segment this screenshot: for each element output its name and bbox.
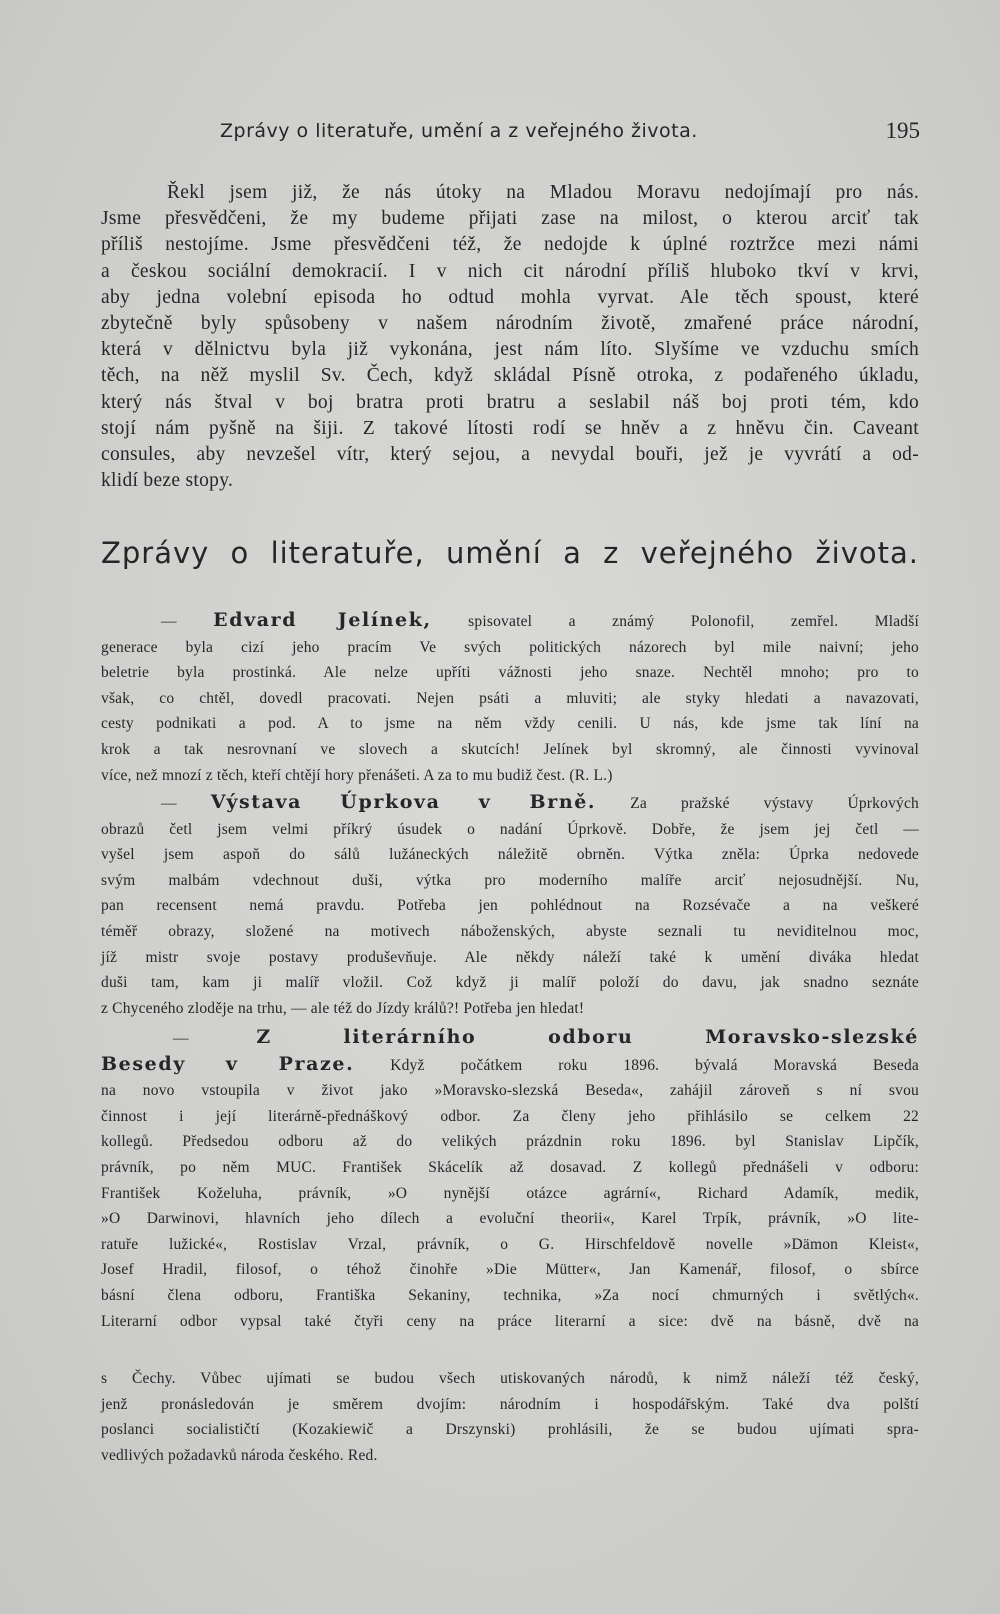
text-line: ratuře lužické«, Rostislav Vrzal, právník, o G. Hirschfeldově novelle »Dämon Kleist«, <box>101 1235 919 1253</box>
text-line: zbytečně byly spůsobeny v našem národním životě, zmařené práce národní, <box>101 313 919 335</box>
text-line: consules, aby nevzešel vítr, který sejou, a nevydal bouři, jež je vyvrátí a od- <box>101 444 919 466</box>
text-line: poslanci socialističtí (Kozakiewič a Drszynski) prohlásili, že se budou ujímati spra- <box>101 1421 919 1439</box>
news-headline: Edvard Jelínek, <box>213 609 432 631</box>
text-line: František Koželuha, právník, »O nynější otázce agrární«, Richard Adamík, medik, <box>101 1184 919 1202</box>
text-line: krok a tak nesrovnaní ve slovech a skutcích! Jelínek byl skromný, ale činnosti vyvinoval <box>101 740 919 758</box>
text-fragment: spisovatel a známý Polonofil, zemřel. Mladší <box>468 613 919 630</box>
text-line: vedlivých požadavků národa českého. Red. <box>101 1446 378 1464</box>
text-line: klidí beze stopy. <box>101 470 234 492</box>
text-line: Literarní odbor vypsal také čtyři ceny na práce literarní a sice: dvě na básně, dvě na <box>101 1312 919 1330</box>
text-line: jenž pronásledován je směrem dvojím: národním i hospodářským. Také dva polští <box>101 1395 919 1413</box>
text-line: básní člena odboru, Františka Sekaniny, technika, »Za nocí chmurných i světlých«. <box>101 1286 919 1304</box>
text-line: která v dělnictvu byla již vykonána, jest nám líto. Slyšíme ve vzduchu smích <box>101 339 919 361</box>
news-item-literary-section <box>101 1025 919 1334</box>
text-line: však, co chtěl, dovedl pracovati. Nejen psáti a mluviti; ale styky hledati a navazovati, <box>101 689 919 707</box>
text-fragment: Když počátkem roku 1896. bývalá Moravská Beseda <box>390 1056 919 1074</box>
text-line: svým malbám vdechnout duši, výtka pro moderního malíře arciť nejosudnější. Nu, <box>101 871 919 889</box>
text-line: — Výstava Úprkova v Brně. Za pražské výstavy Úprkových <box>161 791 920 813</box>
text-line: »O Darwinovi, hlavních jeho dílech a evoluční theorii«, Karel Trpík, právník, »O lite- <box>101 1210 919 1228</box>
news-item-jelinek <box>101 608 919 788</box>
text-line: — Edvard Jelínek, spisovatel a známý Polonofil, zemřel. Mladší <box>161 609 919 631</box>
footnote <box>101 1366 919 1468</box>
text-line: beletrie byla prostinká. Ale nelze upříti vážnosti jeho snaze. Nechtěl mnoho; pro to <box>101 664 919 682</box>
running-title: Zprávy o literatuře, umění a z veřejného života. <box>220 120 698 142</box>
text-line: aby jedna volební episoda ho odtud mohla vyrvat. Ale těch spoust, které <box>101 286 919 308</box>
text-line: činnost i její literárně-přednáškový odbor. Za členy jeho přihlásilo se celkem 22 <box>101 1107 919 1125</box>
running-head <box>100 118 920 148</box>
text-line: cesty podnikati a pod. A to jsme na něm vždy cenili. U nás, kde jsme tak líní na <box>101 715 919 733</box>
text-line: generace byla cizí jeho pracím Ve svých politických názorech byl mile naivní; jeho <box>101 638 919 656</box>
news-headline-continued: Besedy v Praze. <box>101 1052 355 1075</box>
section-heading: Zprávy o literatuře, umění a z veřejného života. <box>101 536 919 570</box>
news-headline: Výstava Úprkova v Brně. <box>210 791 597 813</box>
text-line: více, než mnozí z těch, kteří chtějí hory přenášeti. A za to mu budiž čest. (R. L.) <box>101 766 613 784</box>
news-item-uprka <box>101 790 919 1021</box>
text-line: Řekl jsem již, že nás útoky na Mladou Moravu nedojímají pro nás. <box>167 182 919 203</box>
text-line: na novo vstoupila v život jako »Moravsko-slezská Beseda«, zahájil zároveň s ní svou <box>101 1082 919 1100</box>
news-headline: Z literárního odboru Moravsko-slezské <box>256 1026 919 1048</box>
text-line: Josef Hradil, filosof, o téhož činohře »Die Mütter«, Jan Kamenář, filosof, o sbírce <box>101 1261 919 1279</box>
text-line: obrazů četl jsem velmi příkrý úsudek o nadání Úprkově. Dobře, že jsem jej četl — <box>101 820 919 838</box>
text-line <box>101 1052 919 1079</box>
text-line: s Čechy. Vůbec ujímati se budou všech utiskovaných národů, k nimž náleží též český, <box>101 1370 919 1387</box>
text-line: vyšel jsem aspoň do sálů lužáneckých náležitě obrněn. Výtka zněla: Úprka nedovede <box>101 846 919 864</box>
text-line: kollegů. Předsedou odboru až do velikých prázdnin roku 1896. byl Stanislav Lipčík, <box>101 1133 919 1151</box>
text-line: právník, po něm MUC. František Skácelík až dosavad. Z kollegů přednášeli v odboru: <box>101 1158 919 1176</box>
text-line: pan recensent nemá pravdu. Potřeba jen pohlédnout na Rozsévače a na veškeré <box>101 897 919 915</box>
text-line: jíž mistr svoje postavy produševňuje. Ale někdy náleží také k umění diváka hledat <box>101 948 919 966</box>
text-line: téměř obrazy, složené na motivech náboženských, abyste seznali tu neviditelnou moc, <box>101 922 919 940</box>
text-line: a českou sociální demokracií. I v nich cit národní příliš hluboko tkví v krvi, <box>101 260 919 282</box>
text-line: z Chyceného zloděje na trhu, — ale též do Jízdy králů?! Potřeba jen hledat! <box>101 999 585 1017</box>
text-line: který nás štval v boj bratra proti bratru a seslabil náš boj proti tém, kdo <box>101 391 919 413</box>
text-line: stojí nám pyšně na šiji. Z takové lítosti rodí se hněv a z hněvu čin. Caveant <box>101 417 919 439</box>
text-line: duši tam, kam ji malíř vložil. Což když ji malíř položí do davu, jak snadno seznáte <box>101 974 919 992</box>
text-line: příliš nestojíme. Jsme přesvědčeni též, že nedojde k úplné roztržce mezi námi <box>101 234 919 256</box>
text-fragment: Za pražské výstavy Úprkových <box>630 795 920 812</box>
text-line: Jsme přesvědčeni, že my budeme přijati zase na milost, o kterou arciť tak <box>101 208 919 230</box>
page-number: 195 <box>885 118 920 143</box>
intro-paragraph <box>101 180 919 494</box>
text-line: těch, na něž myslil Sv. Čech, když skládal Písně otroka, z podařeného úkladu, <box>101 365 919 387</box>
text-line: — Z literárního odboru Moravsko-slezské <box>173 1026 919 1048</box>
